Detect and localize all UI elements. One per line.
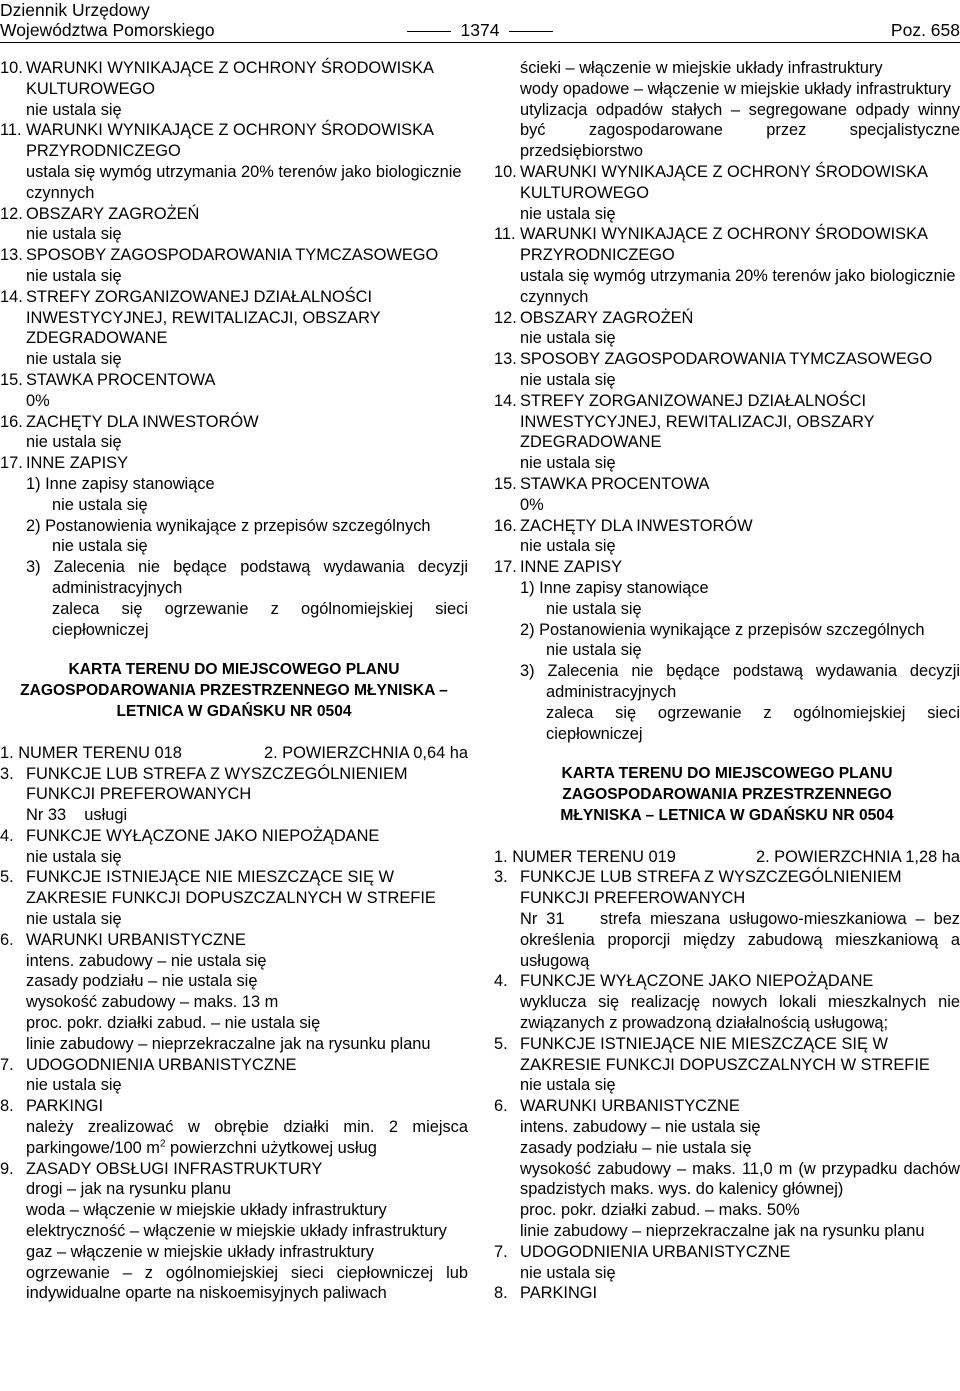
card-section-9-line-1: drogi – jak na rysunku planu [26,1180,232,1199]
section-14-value: nie ustala się [26,350,122,369]
terrain-number: 1. NUMER TERENU 018 [0,743,182,762]
section-10: 10. WARUNKI WYNIKAJĄCE Z OCHRONY ŚRODOWISKA KULTUROWEGO [0,59,434,98]
infra-line-waste: utylizacja odpadów stałych – segregowane odpady winny być zagospodarowane przez specjalistyczne przedsiębiorstwo [520,100,960,161]
r-card-section-4: 4. FUNKCJE WYŁĄCZONE JAKO NIEPOŻĄDANE [494,972,874,991]
card-section-7-value: nie ustala się [26,1076,122,1095]
card-section-5-value: nie ustala się [26,910,122,929]
r-card-section-5-value: nie ustala się [520,1076,616,1095]
r-section-12-value: nie ustala się [520,329,616,348]
r-card-section-8: 8. PARKINGI [494,1284,598,1303]
section-15: 15. STAWKA PROCENTOWA [0,370,216,389]
page-header [0,0,960,40]
section-17-item-2-value: nie ustala się [52,537,148,556]
r-section-17-item-2-value: nie ustala się [546,641,642,660]
r-section-14: 14. STREFY ZORGANIZOWANEJ DZIAŁALNOŚCI INWESTYCYJNEJ, REWITALIZACJI, OBSZARY ZDEGRADOWANE [494,391,875,452]
section-17-item-1: 1) Inne zapisy stanowiące [26,474,215,493]
section-17: 17. INNE ZAPISY [0,454,129,473]
r-card-section-3-value: Nr 31 strefa mieszana usługowo-mieszkaniowa – bez określenia proporcji między zabudową mieszkaniową a usługową [520,910,960,970]
card-section-4-value: nie ustala się [26,847,122,866]
infra-line-rainwater: wody opadowe – włączenie w miejskie układy infrastruktury [520,79,951,98]
section-17-item-1-value: nie ustala się [52,495,148,514]
section-17-item-2: 2) Postanowienia wynikające z przepisów szczególnych [26,516,431,535]
section-10-value: nie ustala się [26,100,122,119]
left-column [0,58,468,1304]
r-card-section-6-line-4: proc. pokr. działki zabud. – maks. 50% [520,1201,800,1220]
card-section-6: 6. WARUNKI URBANISTYCZNE [0,930,246,949]
card-section-9-line-2: woda – włączenie w miejskie układy infrastruktury [26,1201,387,1220]
header-rule [0,42,960,43]
section-15-value: 0% [26,391,50,410]
card-section-8-value: należy zrealizować w obrębie działki min. 2 miejsca parkingowe/100 $m^2$ powierzchni użytkowej usług [26,1118,468,1157]
r-section-17-item-1: 1) Inne zapisy stanowiące [520,578,709,597]
section-11: 11. WARUNKI WYNIKAJĄCE Z OCHRONY ŚRODOWISKA PRZYRODNICZEGO [0,121,434,161]
terrain-number-area [0,743,468,764]
section-13-value: nie ustala się [26,266,122,285]
section-11-value: ustala się wymóg utrzymania 20% terenów jako biologicznie czynnych [26,162,462,202]
card-section-4: 4. FUNKCJE WYŁĄCZONE JAKO NIEPOŻĄDANE [0,826,380,845]
card-section-6-line-1: intens. zabudowy – nie ustala się [26,951,267,970]
r-section-13-value: nie ustala się [520,370,616,389]
r-terrain-number-area [494,847,960,868]
card-section-6-line-4: proc. pokr. działki zabud. – nie ustala się [26,1014,321,1033]
section-16-value: nie ustala się [26,433,122,452]
r-section-16-value: nie ustala się [520,537,616,556]
r-card-section-5: 5. FUNKCJE ISTNIEJĄCE NIE MIESZCZĄCE SIĘ W ZAKRESIE FUNKCJI DOPUSZCZALNYCH W STREFIE [494,1034,930,1074]
r-section-10-value: nie ustala się [520,204,616,223]
r-card-section-4-value: wyklucza się realizację nowych lokali mieszkalnych nie związanych z prowadzoną działalnością usługową; [520,993,960,1033]
r-section-10: 10. WARUNKI WYNIKAJĄCE Z OCHRONY ŚRODOWISKA KULTUROWEGO [494,162,928,202]
section-16: 16. ZACHĘTY DLA INWESTORÓW [0,412,259,431]
card-section-9-line-4: gaz – włączenie w miejskie układy infrastruktury [26,1242,374,1261]
r-card-section-6: 6. WARUNKI URBANISTYCZNE [494,1097,740,1116]
terrain-area: 2. POWIERZCHNIA 0,64 ha [263,743,468,762]
section-12: 12. OBSZARY ZAGROŻEŃ [0,204,200,223]
journal-line-2: Województwa Pomorskiego [0,20,215,40]
section-12-value: nie ustala się [26,225,122,244]
right-column [494,58,960,1304]
r-section-12: 12. OBSZARY ZAGROŻEŃ [494,308,694,327]
section-14: 14. STREFY ZORGANIZOWANEJ DZIAŁALNOŚCI INWESTYCYJNEJ, REWITALIZACJI, OBSZARY ZDEGRADOWANE [0,287,381,348]
r-section-11: 11. WARUNKI WYNIKAJĄCE Z OCHRONY ŚRODOWISKA PRZYRODNICZEGO [494,225,928,265]
r-section-17-item-1-value: nie ustala się [546,599,642,618]
r-card-section-3: 3. FUNKCJE LUB STREFA Z WYSZCZEGÓLNIENIEM FUNKCJI PREFEROWANYCH [494,868,902,908]
r-section-17-item-3: 3) Zalecenia nie będące podstawą wydawania decyzji administracyjnych [520,662,960,701]
r-section-17-item-2: 2) Postanowienia wynikające z przepisów szczególnych [520,620,925,639]
r-card-section-7: 7. UDOGODNIENIA URBANISTYCZNE [494,1242,791,1261]
card-section-6-line-3: wysokość zabudowy – maks. 13 m [26,993,279,1012]
card-section-9-line-5: ogrzewanie – z ogólnomiejskiej sieci ciepłowniczej lub indywidualne oparte na niskoemisyjnych paliwach [26,1263,468,1303]
card-section-5: 5. FUNKCJE ISTNIEJĄCE NIE MIESZCZĄCE SIĘ W ZAKRESIE FUNKCJI DOPUSZCZALNYCH W STREFIE [0,868,436,908]
card-title: KARTA TERENU DO MIEJSCOWEGO PLANU ZAGOSPODAROWANIA PRZESTRZENNEGO MŁYNISKA – LETNICA W GDAŃSKU NR 0504 [20,661,448,720]
card-section-8: 8. PARKINGI [0,1097,104,1116]
r-section-13: 13. SPOSOBY ZAGOSPODAROWANIA TYMCZASOWEGO [494,350,933,369]
journal-line-1: Dziennik Urzędowy [0,0,150,20]
r-section-15: 15. STAWKA PROCENTOWA [494,474,710,493]
r-card-section-6-line-3: wysokość zabudowy – maks. 11,0 m (w przypadku dachów spadzistych maks. wys. do kalenicy głównej) [520,1159,960,1199]
r-section-17-item-3-value: zaleca się ogrzewanie z ogólnomiejskiej sieci ciepłowniczej [546,703,960,743]
r-section-17: 17. INNE ZAPISY [494,558,623,577]
r-card-section-7-value: nie ustala się [520,1263,616,1282]
card-section-9: 9. ZASADY OBSŁUGI INFRASTRUKTURY [0,1159,323,1178]
r-section-14-value: nie ustala się [520,454,616,473]
card-section-6-line-2: zasady podziału – nie ustala się [26,972,258,991]
section-17-item-3: 3) Zalecenia nie będące podstawą wydawania decyzji administracyjnych [26,558,468,597]
r-card-section-6-line-1: intens. zabudowy – nie ustala się [520,1118,761,1137]
section-13: 13. SPOSOBY ZAGOSPODAROWANIA TYMCZASOWEGO [0,246,439,265]
position-number: Poz. 658 [890,20,960,40]
section-17-item-3-value: zaleca się ogrzewanie z ogólnomiejskiej sieci ciepłowniczej [52,599,468,639]
card-section-3-value: Nr 33 usługi [26,806,128,825]
card-section-7: 7. UDOGODNIENIA URBANISTYCZNE [0,1055,297,1074]
r-card-title: KARTA TERENU DO MIEJSCOWEGO PLANU ZAGOSPODAROWANIA PRZESTRZENNEGO MŁYNISKA – LETNICA W GDAŃSKU NR 0504 [560,765,894,824]
r-card-section-6-line-2: zasady podziału – nie ustala się [520,1138,752,1157]
r-section-16: 16. ZACHĘTY DLA INWESTORÓW [494,516,753,535]
infra-line-sewage: ścieki – włączenie w miejskie układy infrastruktury [520,59,883,77]
card-section-6-line-5: linie zabudowy – nieprzekraczalne jak na rysunku planu [26,1034,431,1053]
card-section-9-line-3: elektryczność – włączenie w miejskie układy infrastruktury [26,1222,447,1241]
r-section-15-value: 0% [520,495,544,514]
r-terrain-area: 2. POWIERZCHNIA 1,28 ha [755,847,960,866]
r-card-section-6-line-5: linie zabudowy – nieprzekraczalne jak na rysunku planu [520,1222,925,1241]
r-section-11-value: ustala się wymóg utrzymania 20% terenów jako biologicznie czynnych [520,266,956,306]
page-number: 1374 [0,20,960,40]
card-section-3: 3. FUNKCJE LUB STREFA Z WYSZCZEGÓLNIENIEM FUNKCJI PREFEROWANYCH [0,764,408,804]
r-terrain-number: 1. NUMER TERENU 019 [494,847,676,866]
